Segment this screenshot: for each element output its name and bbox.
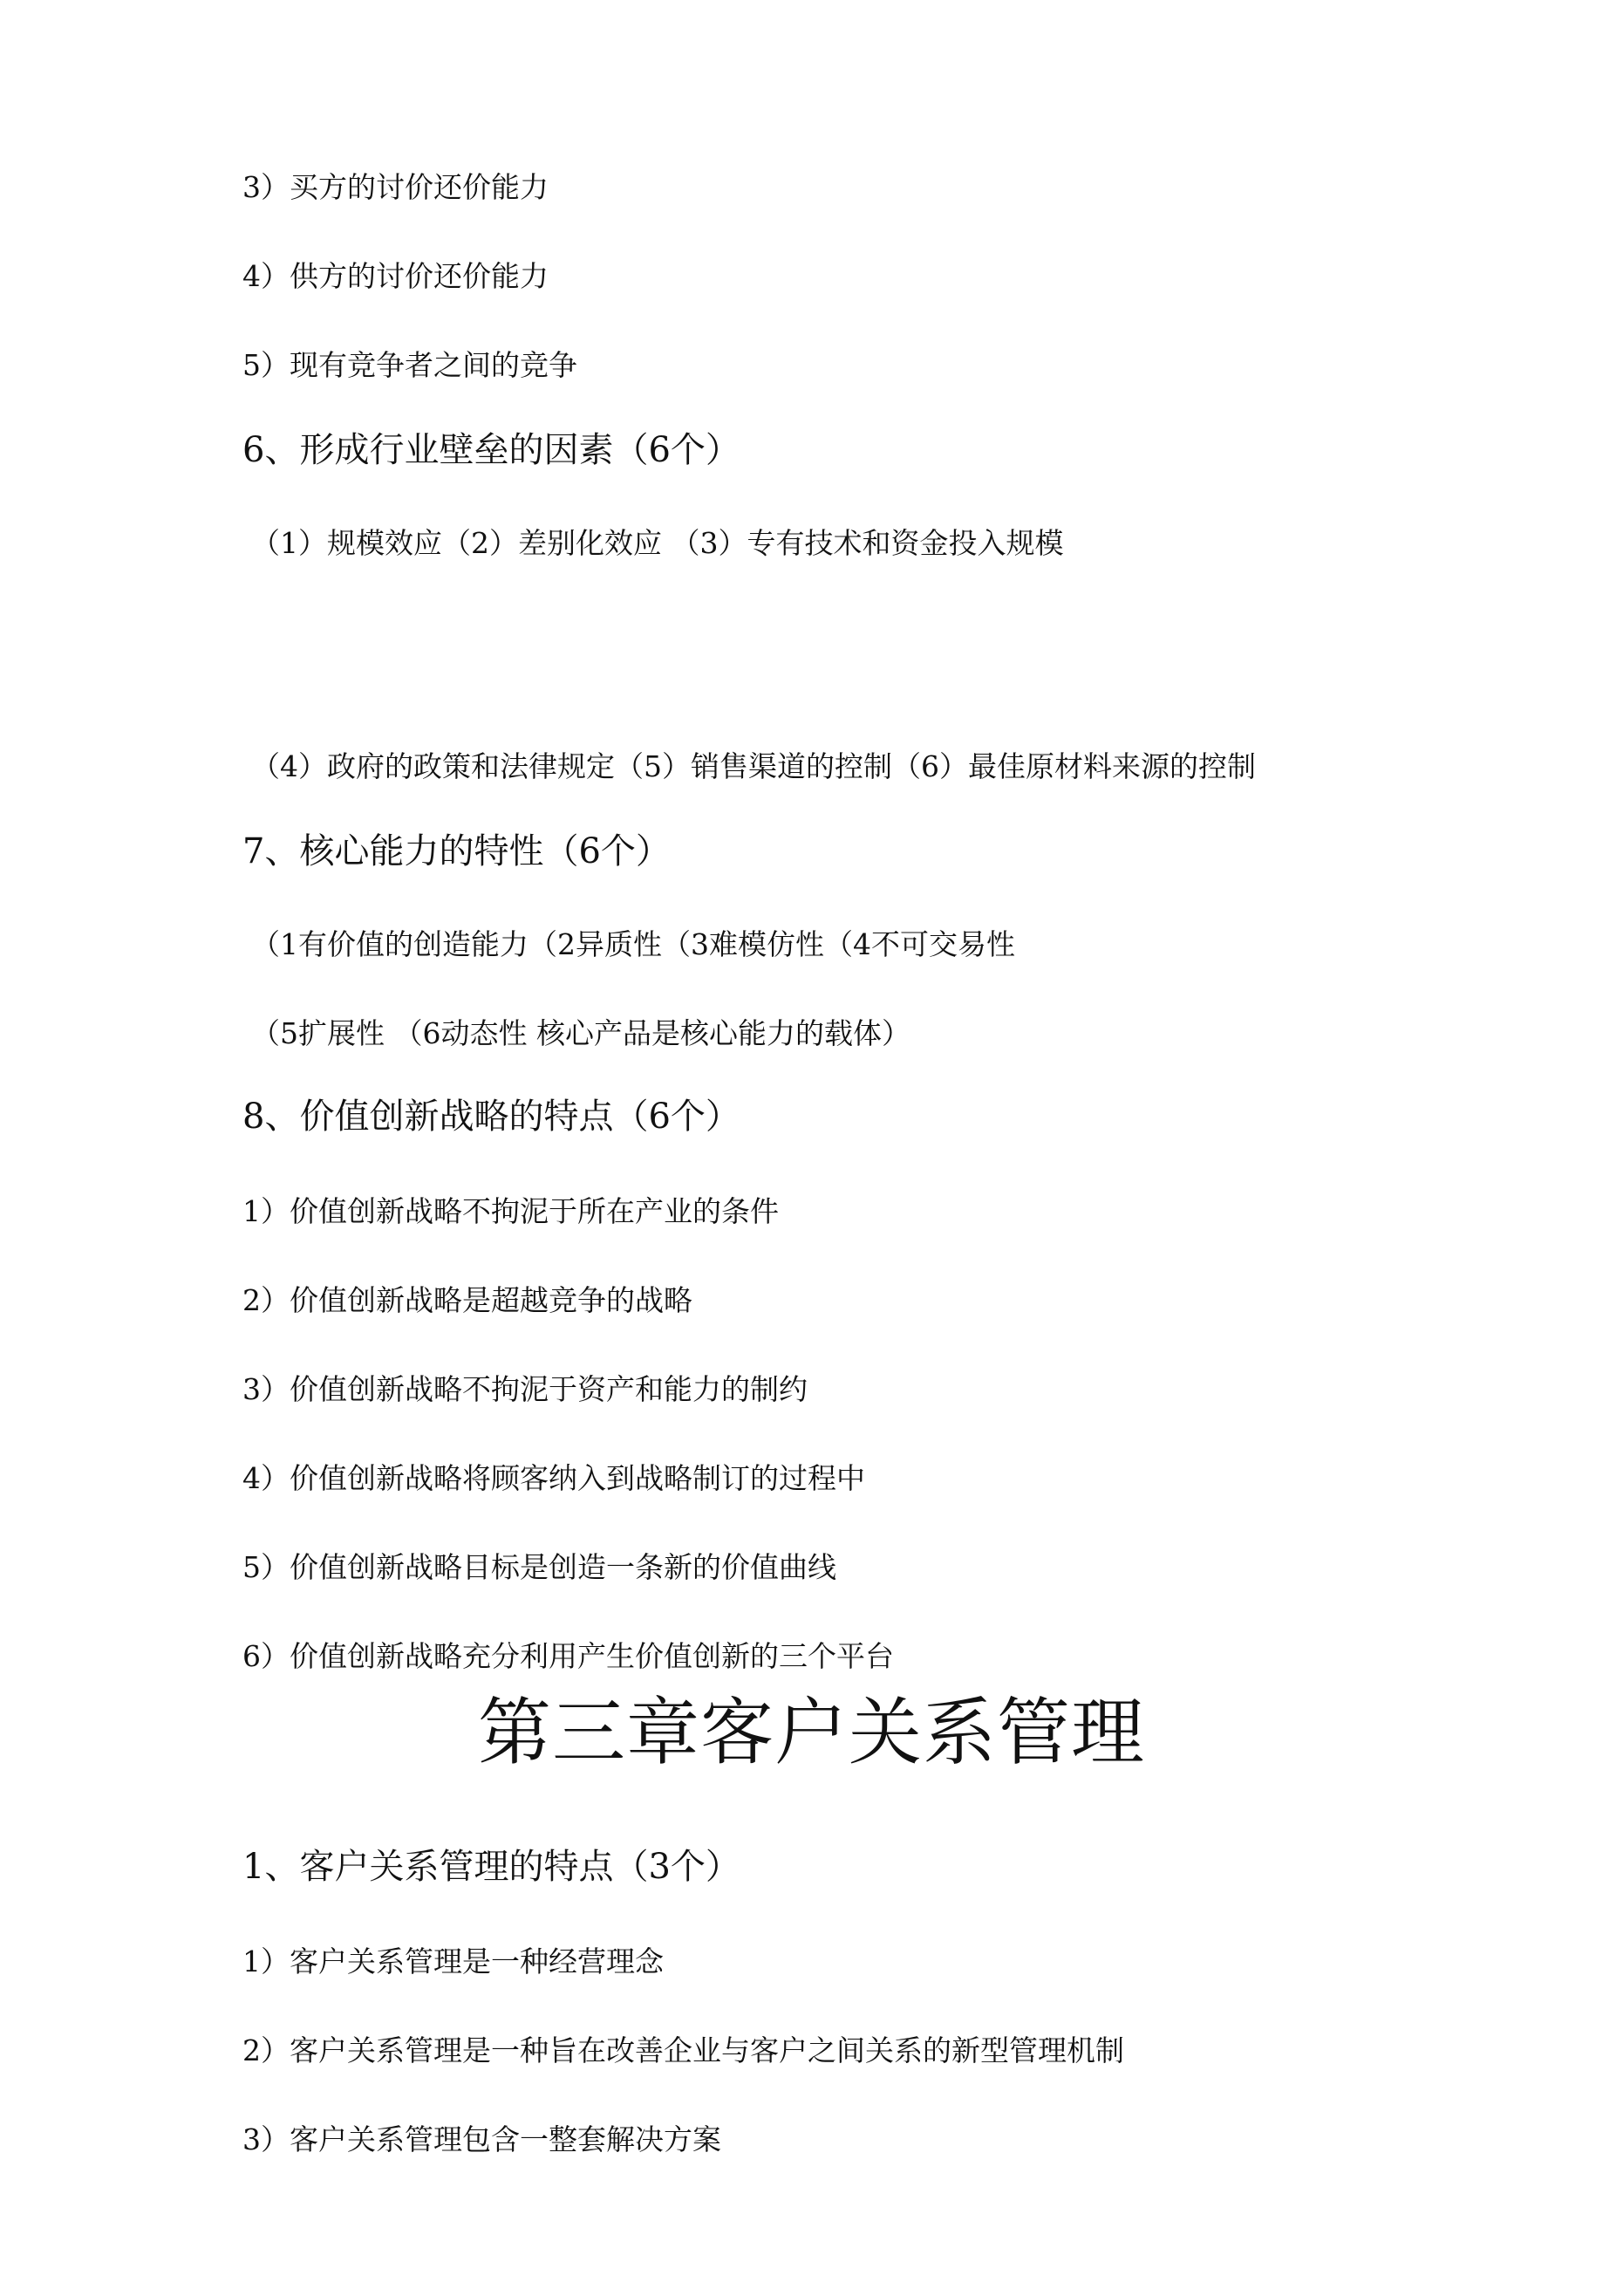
section-heading: 8、价值创新战略的特点（6个） bbox=[242, 1097, 740, 1137]
section-heading: 6、形成行业壁垒的因素（6个） bbox=[242, 430, 740, 470]
list-item: （4）政府的政策和法律规定（5）销售渠道的控制（6）最佳原材料来源的控制 bbox=[251, 749, 1256, 783]
list-item: 2）价值创新战略是超越竞争的战略 bbox=[242, 1283, 692, 1317]
list-item: 1）价值创新战略不拘泥于所在产业的条件 bbox=[242, 1194, 779, 1228]
list-item: 3）客户关系管理包含一整套解决方案 bbox=[242, 2122, 721, 2156]
chapter-title: 第三章客户关系管理 bbox=[477, 1690, 1145, 1775]
section-heading: 7、核心能力的特性（6个） bbox=[242, 831, 671, 871]
list-item: 5）现有竞争者之间的竞争 bbox=[242, 348, 577, 382]
list-item: 2）客户关系管理是一种旨在改善企业与客户之间关系的新型管理机制 bbox=[242, 2033, 1124, 2067]
list-item: 4）供方的讨价还价能力 bbox=[242, 259, 549, 293]
list-item: 3）买方的讨价还价能力 bbox=[242, 170, 549, 204]
section-heading: 1、客户关系管理的特点（3个） bbox=[242, 1847, 740, 1887]
list-item: 1）客户关系管理是一种经营理念 bbox=[242, 1944, 664, 1978]
list-item: （1有价值的创造能力（2异质性（3难模仿性（4不可交易性 bbox=[251, 927, 1015, 961]
list-item: 3）价值创新战略不拘泥于资产和能力的制约 bbox=[242, 1372, 808, 1406]
list-item: （5扩展性 （6动态性 核心产品是核心能力的载体） bbox=[251, 1016, 910, 1050]
list-item: （1）规模效应（2）差别化效应 （3）专有技术和资金投入规模 bbox=[251, 526, 1064, 560]
list-item: 5）价值创新战略目标是创造一条新的价值曲线 bbox=[242, 1550, 836, 1584]
list-item: 6）价值创新战略充分利用产生价值创新的三个平台 bbox=[242, 1639, 894, 1673]
list-item: 4）价值创新战略将顾客纳入到战略制订的过程中 bbox=[242, 1461, 865, 1495]
